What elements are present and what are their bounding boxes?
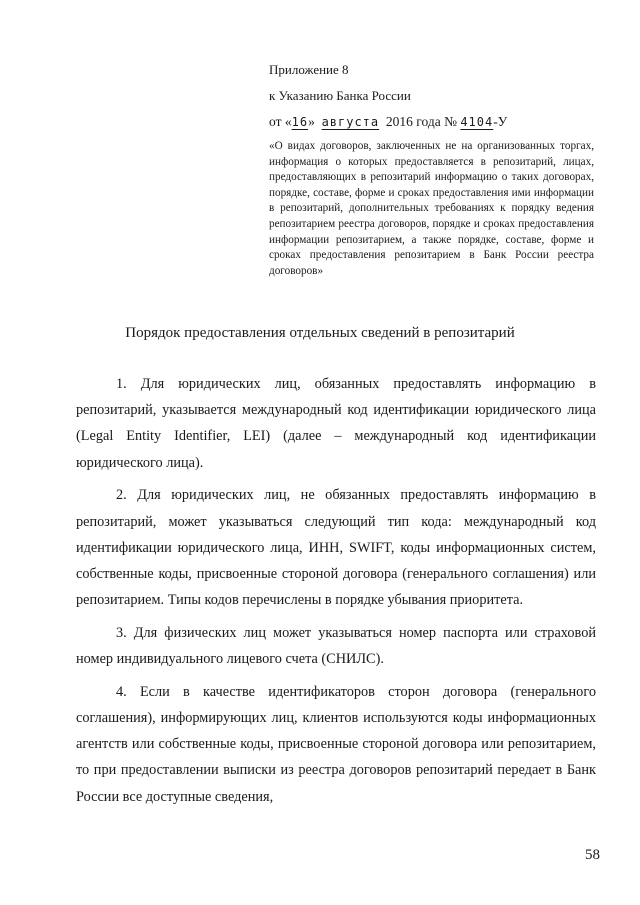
document-number: 4104 <box>460 115 494 129</box>
appendix-date-line <box>269 112 594 132</box>
section-heading: Порядок предоставления отдельных сведений в репозитарий <box>125 325 515 341</box>
date-day: 16 <box>291 115 309 129</box>
date-prefix: от « <box>269 114 292 129</box>
document-number-suffix: -У <box>493 114 508 129</box>
document-title: «О видах договоров, заключенных не на организованных торгах, информация о которых предоставляется в репозитарий, лицах, предоставляющих в репозитарий информацию о таких договорах, порядке, составе, форме и сроках предоставления ими информации в репозитарий, дополнительных требованиях к порядку ведения репозитарием реестра договоров, порядке и сроках предоставления информации репозитарием, а также порядке, составе, форме и сроках предоставления репозитарием в Банк России реестра договоров» <box>269 140 594 277</box>
paragraph-1: 1. Для юридических лиц, обязанных предоставлять информацию в репозитарий, указывается международный код идентификации юридического лица (Legal Entity Identifier, LEI) (далее – международный код идентификации юридического лица). <box>76 376 596 471</box>
appendix-reference: к Указанию Банка России <box>269 88 411 103</box>
date-month: августа <box>321 115 380 129</box>
page-number: 58 <box>585 847 600 863</box>
date-year: 2016 года № <box>385 114 457 129</box>
document-body <box>76 371 596 816</box>
paragraph-4: 4. Если в качестве идентификаторов сторон договора (генерального соглашения), информирующих лиц, клиентов используются коды информационных агентств или собственные коды, присвоенные стороной договора или репозитарием, то при предоставлении выписки из реестра договоров репозитарий передает в Банк России все доступные сведения, <box>76 683 596 805</box>
appendix-label: Приложение 8 <box>269 62 349 77</box>
appendix-header <box>269 60 594 279</box>
date-mid: » <box>308 114 315 129</box>
paragraph-2: 2. Для юридических лиц, не обязанных предоставлять информацию в репозитарий, может указываться следующий тип кода: международный код идентификации юридического лица, ИНН, SWIFT, коды информационных систем, собственные коды, присвоенные стороной договора (генерального соглашения) или репозитарием. Типы кодов перечислены в порядке убывания приоритета. <box>76 487 596 609</box>
paragraph-3: 3. Для физических лиц может указываться номер паспорта или страховой номер индивидуального лицевого счета (СНИЛС). <box>76 624 596 668</box>
